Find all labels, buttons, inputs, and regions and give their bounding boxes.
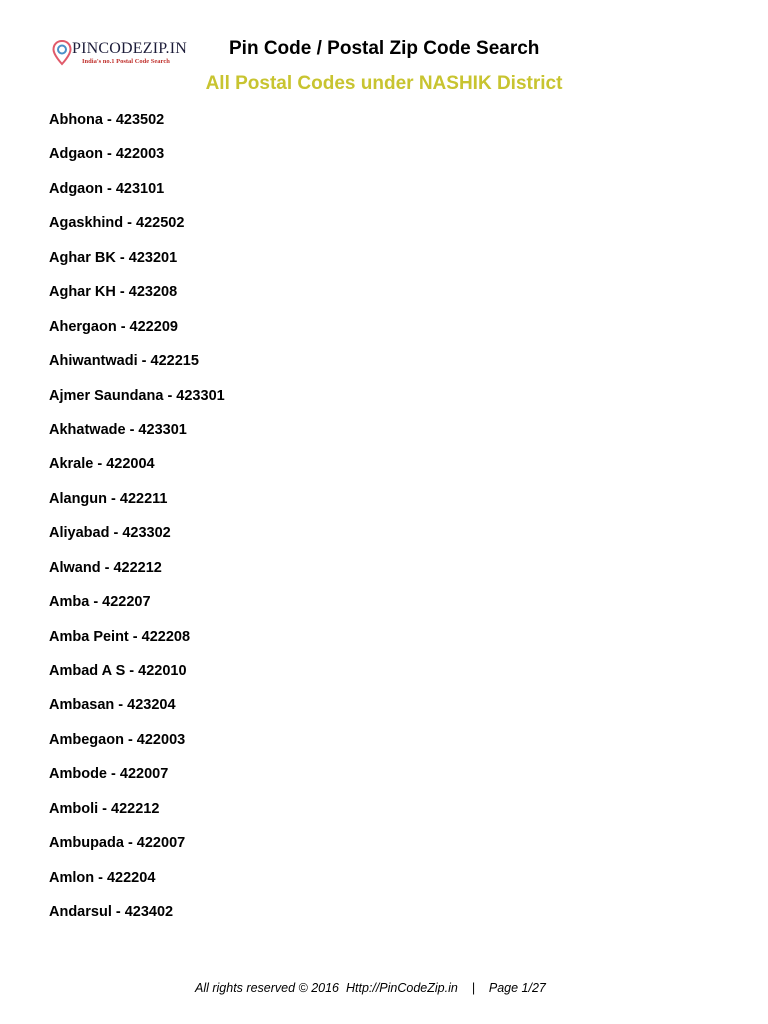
list-item: Aghar BK - 423201 xyxy=(49,249,178,266)
footer-page-number: Page 1/27 xyxy=(488,981,546,995)
page-footer xyxy=(195,981,546,995)
list-item: Ambegaon - 422003 xyxy=(49,731,186,748)
logo-tagline: India's no.1 Postal Code Search xyxy=(82,58,170,65)
site-logo[interactable] xyxy=(52,40,212,70)
list-item: Andarsul - 423402 xyxy=(49,904,174,921)
list-item: Ambasan - 423204 xyxy=(49,697,176,714)
list-item: Akhatwade - 423301 xyxy=(49,421,187,438)
list-item: Aghar KH - 423208 xyxy=(49,284,178,301)
site-title: Pin Code / Postal Zip Code Search xyxy=(229,38,540,59)
list-item: Ajmer Saundana - 423301 xyxy=(49,387,225,404)
list-item: Abhona - 423502 xyxy=(49,112,165,128)
list-item: Agaskhind - 422502 xyxy=(49,215,185,232)
footer-url[interactable]: Http://PinCodeZip.in xyxy=(345,981,458,995)
list-item: Ambode - 422007 xyxy=(49,766,169,783)
district-heading: All Postal Codes under NASHIK District xyxy=(205,73,563,94)
list-item: Ambupada - 422007 xyxy=(49,835,186,852)
location-pin-icon xyxy=(52,40,72,66)
list-item: Ambad A S - 422010 xyxy=(49,663,187,679)
list-item: Amba Peint - 422208 xyxy=(49,628,191,645)
list-item: Ahiwantwadi - 422215 xyxy=(49,353,199,370)
footer-rights: All rights reserved © 2016 xyxy=(195,981,340,995)
list-item: Alwand - 422212 xyxy=(49,559,162,576)
list-item: Akrale - 422004 xyxy=(49,456,155,473)
logo-name: PINCODEZIP.IN xyxy=(72,40,188,57)
list-item: Adgaon - 423101 xyxy=(49,180,165,197)
footer-separator: | xyxy=(471,981,475,995)
list-item: Amlon - 422204 xyxy=(49,869,156,886)
list-item: Ahergaon - 422209 xyxy=(49,318,178,335)
list-item: Amboli - 422212 xyxy=(49,800,160,817)
list-item: Alangun - 422211 xyxy=(49,490,168,507)
postal-code-list xyxy=(49,110,225,937)
list-item: Aliyabad - 423302 xyxy=(49,525,171,542)
list-item: Adgaon - 422003 xyxy=(49,146,165,163)
page-header xyxy=(0,34,768,74)
list-item: Amba - 422207 xyxy=(49,594,151,611)
